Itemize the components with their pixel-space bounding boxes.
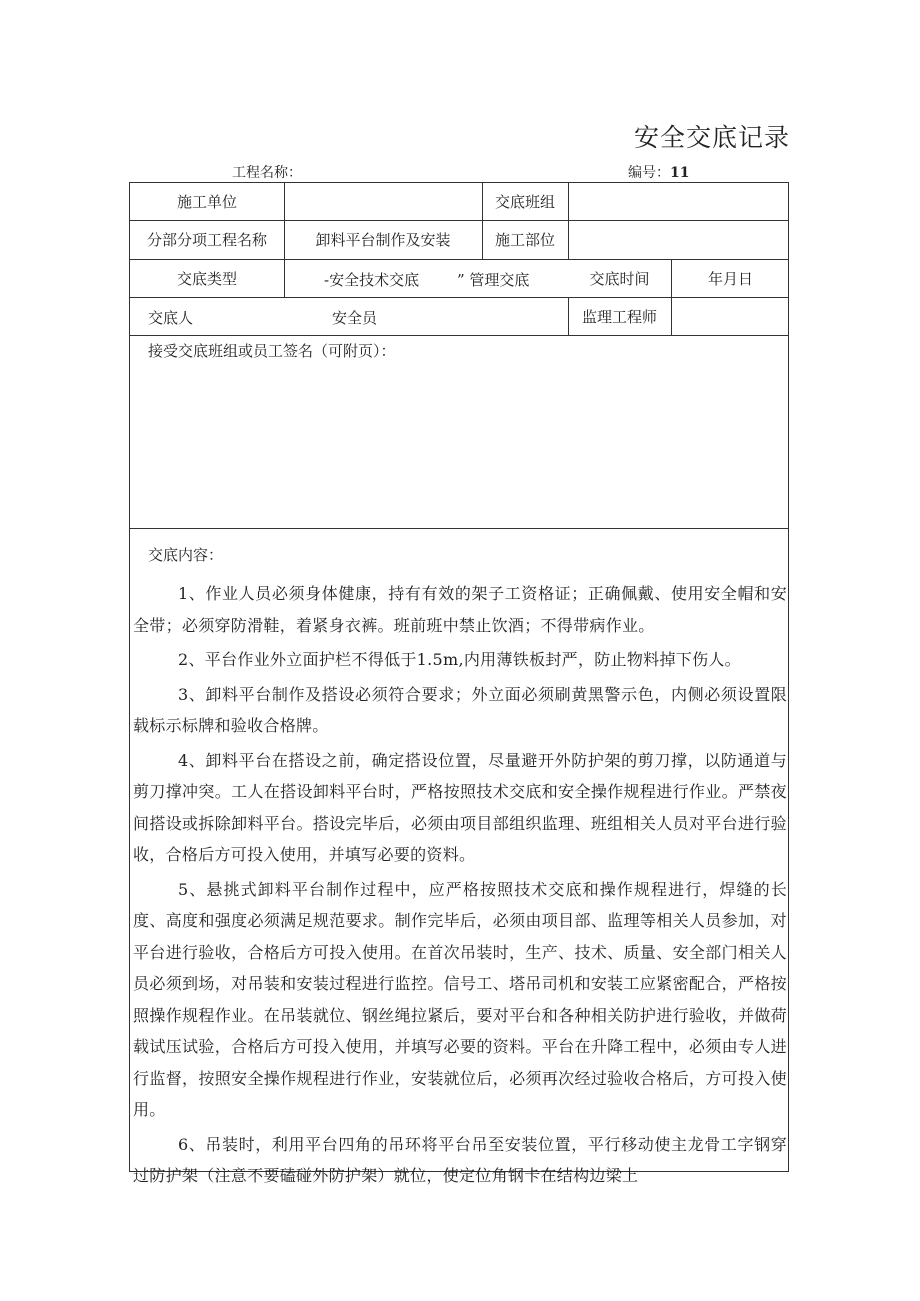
management-briefing-option[interactable]: ” 管理交底 (457, 271, 530, 289)
content-item: 2、平台作业外立面护栏不得低于1.5m,内用薄铁板封严，防止物料掉下伤人。 (178, 650, 741, 669)
number-label: 编号： (628, 165, 670, 181)
content-item: 6、吊装时，利用平台四角的吊环将平台吊至安装位置，平行移动使主龙骨工字钢穿过防护架（注意不要磕碰外防护架）就位，使定位角钢卡在结构边梁上 (133, 1134, 787, 1185)
signature-label: 接受交底班组或员工签名（可附页）： (148, 342, 396, 360)
content-item: 5、悬挑式卸料平台制作过程中，应严格按照技术交底和操作规程进行，焊缝的长度、高度和强度必须满足规范要求。制作完毕后，必须由项目部、监理等相关人员参加，对平台进行验收，合格后方可投入使用。在首次吊装时，生产、技术、质量、安全部门相关人员必须到场，对吊装和安装过程进行监控。信号工、塔吊司机和安装工应紧密配合，严格按照操作规程作业。在吊装就位、钢丝绳拉紧后，要对平台和各种相关防护进行验收，并做荷载试压试验，合格后方可投入使用，并填写必要的资料。平台在升降工程中，必须由专人进行监督，按照安全操作规程进行作业，安装就位后，必须再次经过验收合格后，方可投入使用。 (133, 879, 787, 1119)
row-divider (130, 335, 788, 336)
construction-unit-label: 施工单位 (176, 193, 237, 211)
team-field[interactable] (568, 183, 790, 220)
supervisor-label: 监理工程师 (581, 307, 657, 326)
subproject-value[interactable]: 卸料平台制作及安装 (315, 231, 451, 249)
briefing-content (130, 538, 790, 1192)
briefing-time-value[interactable]: 年月日 (707, 269, 753, 288)
construction-unit-field[interactable] (284, 183, 482, 220)
document-number (628, 162, 689, 182)
briefing-time-label: 交底时间 (589, 269, 650, 288)
technical-briefing-option[interactable]: -安全技术交底 (324, 271, 420, 289)
briefer-label: 交底人 (148, 309, 194, 327)
briefer-value[interactable]: 安全员 (332, 309, 378, 327)
content-item: 1、作业人员必须身体健康，持有有效的架子工资格证；正确佩戴、使用安全帽和安全带；必须穿防滑鞋，着紧身衣裤。班前班中禁止饮酒；不得带病作业。 (133, 584, 787, 635)
location-field[interactable] (568, 220, 790, 259)
supervisor-field[interactable] (671, 297, 790, 335)
content-item: 3、卸料平台制作及搭设必须符合要求；外立面必须刷黄黑警示色，内侧必须设置限载标示标牌和验收合格牌。 (133, 684, 787, 735)
content-label: 交底内容： (148, 546, 224, 564)
subproject-label: 分部分项工程名称 (146, 231, 267, 249)
number-value: 11 (670, 165, 690, 181)
briefing-type-label: 交底类型 (176, 269, 237, 288)
team-label: 交底班组 (494, 193, 555, 211)
row-divider (130, 528, 788, 529)
location-label: 施工部位 (494, 231, 555, 249)
content-item: 4、卸料平台在搭设之前，确定搭设位置，尽量避开外防护架的剪刀撑，以防通道与剪刀撑冲突。工人在搭设卸料平台时，严格按照技术交底和安全操作规程进行作业。严禁夜间搭设或拆除卸料平台。搭设完毕后，必须由项目部组织监理、班组相关人员对平台进行验收，合格后方可投入使用，并填写必要的资料。 (133, 750, 787, 864)
signature-area[interactable] (130, 363, 790, 523)
project-name-label: 工程名称： (232, 165, 302, 181)
document-title: 安全交底记录 (633, 123, 790, 152)
safety-briefing-form (129, 182, 789, 1185)
